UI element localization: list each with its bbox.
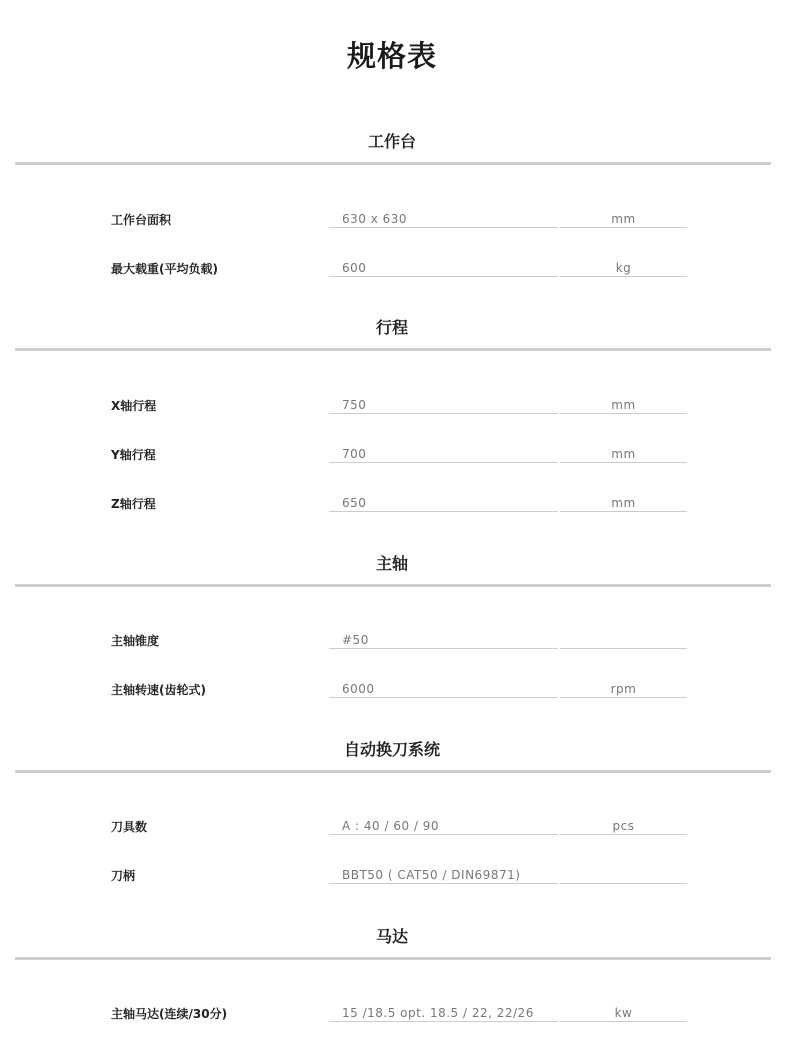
spec-unit-cell (560, 438, 687, 463)
section-divider (15, 348, 771, 351)
spec-unit-cell (560, 997, 687, 1022)
spec-label: 主轴马达(连续/30分) (111, 1007, 228, 1021)
section-title: 工作台 (367, 132, 416, 151)
spec-unit: mm (611, 398, 636, 412)
spec-value-cell (329, 487, 558, 512)
spec-label: Z轴行程 (111, 497, 156, 511)
page-title: 规格表 (346, 39, 437, 73)
spec-unit: kg (615, 261, 632, 275)
spec-unit-cell (560, 859, 687, 884)
section-title: 马达 (375, 927, 408, 946)
spec-row (0, 487, 800, 536)
spec-row (0, 252, 800, 301)
spec-unit-cell (560, 673, 687, 698)
spec-row (0, 997, 800, 1046)
section-divider (15, 957, 771, 960)
spec-value: #50 (342, 633, 369, 647)
spec-value: 600 (342, 261, 367, 275)
spec-unit: mm (611, 496, 636, 510)
spec-unit: kw (614, 1006, 633, 1020)
spec-label: 刀柄 (111, 869, 136, 883)
spec-unit: mm (611, 212, 636, 226)
section-title: 自动换刀系统 (343, 740, 440, 759)
spec-value-cell (329, 624, 558, 649)
spec-value-cell (329, 203, 558, 228)
spec-unit: rpm (610, 682, 637, 696)
spec-value-cell (329, 997, 558, 1022)
spec-value-cell (329, 673, 558, 698)
spec-value: 700 (342, 447, 367, 461)
spec-value: A : 40 / 60 / 90 (342, 819, 440, 833)
spec-row (0, 203, 800, 252)
spec-row (0, 673, 800, 722)
spec-unit-cell (560, 810, 687, 835)
spec-row (0, 438, 800, 487)
spec-label: Y轴行程 (111, 448, 156, 462)
section-divider (15, 584, 771, 587)
spec-value-cell (329, 389, 558, 414)
spec-row (0, 389, 800, 438)
spec-value: 15 /18.5 opt. 18.5 / 22, 22/26 (342, 1006, 534, 1020)
spec-label: X轴行程 (111, 399, 157, 413)
spec-value-cell (329, 859, 558, 884)
spec-label: 刀具数 (111, 820, 148, 834)
section-title: 行程 (375, 318, 408, 337)
spec-unit-cell (560, 252, 687, 277)
spec-unit-cell (560, 487, 687, 512)
spec-unit-cell (560, 624, 687, 649)
spec-value-cell (329, 810, 558, 835)
spec-value: 750 (342, 398, 367, 412)
section-divider (15, 162, 771, 165)
spec-row (0, 810, 800, 859)
spec-value: 630 x 630 (342, 212, 408, 226)
spec-unit-cell (560, 389, 687, 414)
section-title: 主轴 (375, 554, 408, 573)
spec-unit: mm (611, 447, 636, 461)
spec-value: BBT50 ( CAT50 / DIN69871) (342, 868, 521, 882)
spec-label: 工作台面积 (111, 213, 172, 227)
section-divider (15, 770, 771, 773)
spec-value: 650 (342, 496, 367, 510)
spec-value-cell (329, 252, 558, 277)
spec-label: 主轴转速(齿轮式) (111, 683, 206, 697)
spec-row (0, 624, 800, 673)
spec-row (0, 859, 800, 908)
spec-label: 主轴锥度 (111, 634, 160, 648)
spec-unit: pcs (612, 819, 635, 833)
spec-value: 6000 (342, 682, 375, 696)
spec-label: 最大载重(平均负载) (111, 262, 218, 276)
spec-value-cell (329, 438, 558, 463)
spec-unit-cell (560, 203, 687, 228)
